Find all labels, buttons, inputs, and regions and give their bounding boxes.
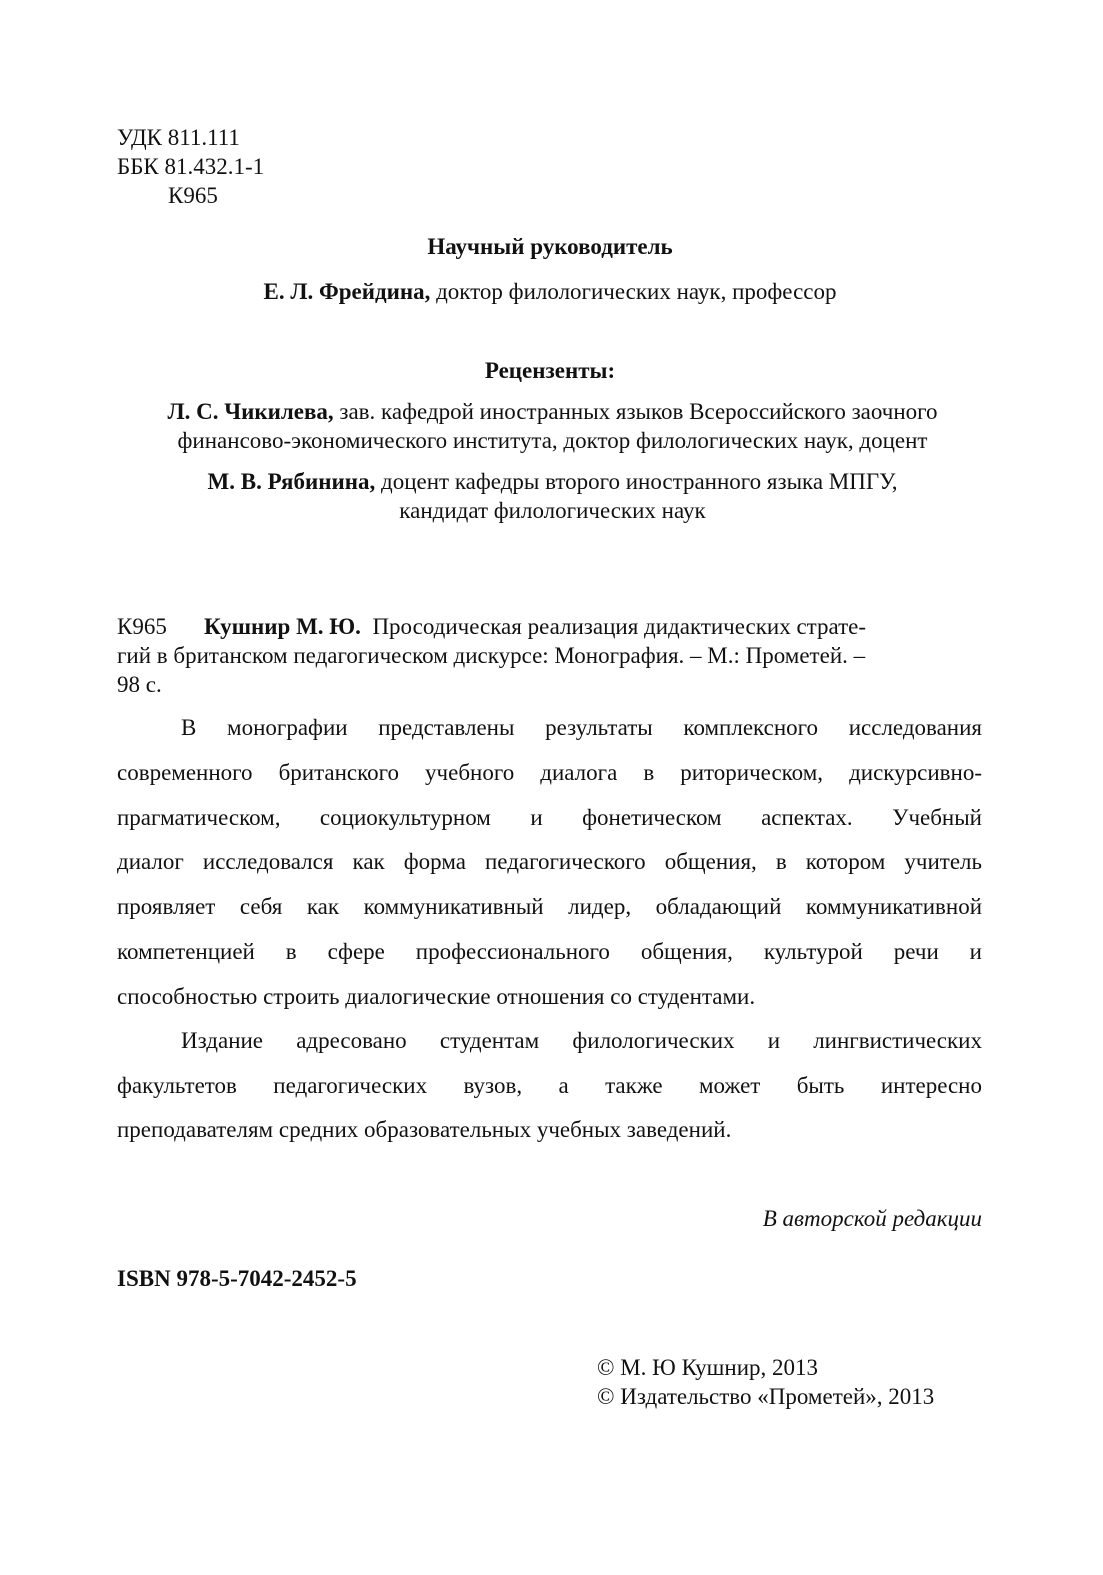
udk-code: УДК 811.111	[117, 125, 240, 150]
supervisor-line	[100, 277, 1000, 307]
copyright-author: © М. Ю Кушнир, 2013	[597, 1355, 819, 1380]
bib-line-2: гий в британском педагогическом дискурсе: Монография. – М.: Прометей. –	[117, 643, 866, 668]
supervisor-heading: Научный руководитель	[427, 234, 673, 259]
abstract-p2-line: Издание адресовано студентам филологических и лингвистических	[181, 1028, 982, 1053]
reviewer-2-line-2: кандидат филологических наук	[399, 498, 706, 523]
author-mark: К965	[168, 183, 218, 208]
supervisor-name: Е. Л. Фрейдина,	[263, 279, 431, 304]
reviewers-heading: Рецензенты:	[484, 358, 616, 383]
bib-author: Кушнир М. Ю.	[204, 614, 361, 639]
abstract-p1-line: диалог исследовался как форма педагогического общения, в котором учитель	[117, 849, 982, 874]
isbn: ISBN 978-5-7042-2452-5	[117, 1266, 357, 1291]
abstract-p1-line: прагматическом, социокультурном и фонетическом аспектах. Учебный	[117, 805, 982, 830]
reviewer-1-name: Л. С. Чикилева,	[167, 399, 334, 424]
bib-code: К965	[117, 614, 167, 639]
abstract-p1-line: современного британского учебного диалога в риторическом, дискурсивно-	[117, 760, 982, 785]
reviewer-1-line-2: финансово-экономического института, доктор филологических наук, доцент	[177, 428, 928, 453]
abstract-p1-line: В монографии представлены результаты комплексного исследования	[181, 715, 982, 740]
bbk-code: ББК 81.432.1-1	[117, 154, 265, 179]
reviewer-1-line-1: Л. С. Чикилева, зав. кафедрой иностранных языков Всероссийского заочного	[167, 399, 938, 424]
abstract-p2-line: преподавателям средних образовательных учебных заведений.	[117, 1117, 732, 1142]
abstract-p1-line: проявляет себя как коммуникативный лидер, обладающий коммуникативной	[117, 894, 982, 919]
abstract-p2-line: факультетов педагогических вузов, а также может быть интересно	[117, 1073, 982, 1098]
abstract-p1-line: способностью строить диалогические отношения со студентами.	[117, 984, 756, 1009]
supervisor-title: доктор филологических наук, профессор	[430, 279, 837, 304]
reviewer-2-name: М. В. Рябинина,	[207, 469, 376, 494]
bib-line-1: Кушнир М. Ю. Просодическая реализация дидактических страте-	[204, 614, 867, 639]
abstract-p1-line: компетенцией в сфере профессионального общения, культурой речи и	[117, 939, 982, 964]
bib-line-3: 98 с.	[117, 672, 162, 697]
reviewer-2-line-1: М. В. Рябинина, доцент кафедры второго иностранного языка МПГУ,	[207, 469, 898, 494]
copyright-publisher: © Издательство «Прометей», 2013	[597, 1384, 935, 1409]
edition-note: В авторской редакции	[762, 1206, 982, 1231]
